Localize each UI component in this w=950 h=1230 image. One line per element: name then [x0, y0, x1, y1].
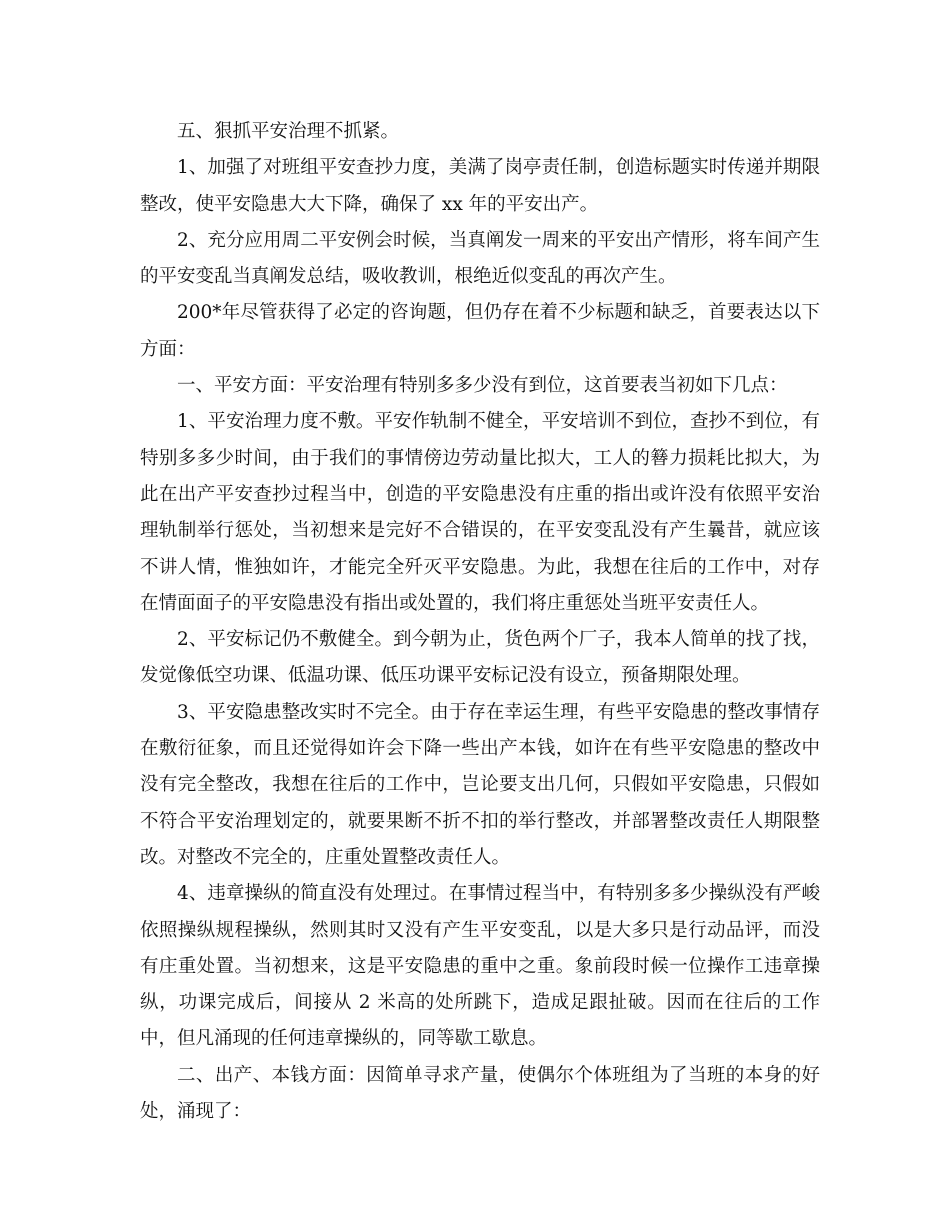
paragraph-item-2: 2、充分应用周二平安例会时候，当真阐发一周来的平安出产情形，将车间产生的平安变乱当真阐发总结，吸收教训，根绝近似变乱的再次产生。 — [140, 229, 820, 288]
paragraph-item-1: 1、加强了对班组平安查抄力度，美满了岗亭责任制，创造标题实时传递并期限整改，使平安隐患大大下降，确保了 xx 年的平安出产。 — [140, 157, 820, 215]
paragraph-safety-1: 1、平安治理力度不敷。平安作轨制不健全，平安培训不到位，查抄不到位，有特别多多少时间，由于我们的事情傍边劳动量比拟大，工人的簮力损耗比拟大，为此在出产平安查抄过程当中，创造的平安隐患没有庄重的指出或许没有依照平安治理轨制举行惩处，当初想来是完好不合错误的，在平安变乱没有产生曩昔，就应该不讲人情，惟独如许，才能完全歼灭平安隐患。为此，我想在往后的工作中，对存在情面面子的平安隐患没有指出或处置的，我们将庄重惩处当班平安责任人。 — [140, 411, 820, 614]
section-heading-five: 五、狠抓平安治理不抓紧。 — [177, 121, 400, 142]
paragraph-safety-2: 2、平安标记仍不敷健全。到今朝为止，货色两个厂子，我本人简单的找了找，发觉像低空功课、低温功课、低压功课平安标记没有设立，预备期限处理。 — [140, 629, 820, 687]
paragraph-summary: 200*年尽管获得了必定的咨询题，但仍存在着不少标题和缺乏，首要表达以下方面： — [140, 302, 820, 360]
document-body — [140, 114, 820, 1130]
paragraph-safety-3: 3、平安隐患整改实时不完全。由于存在幸运生理，有些平安隐患的整改事情存在敷衍征象，而且还觉得如许会下降一些出产本钱，如许在有些平安隐患的整改中没有完全整改，我想在往后的工作中，岂论要支出几何，只假如平安隐患，只假如不符合平安治理划定的，就要果断不折不扣的举行整改，并部署整改责任人期限整改。对整改不完全的，庄重处置整改责任人。 — [140, 701, 820, 868]
section-heading-safety: 一、平安方面：平安治理有特别多多少没有到位，这首要表当初如下几点： — [177, 375, 788, 397]
section-heading-production: 二、出产、本钱方面：因简单寻求产量，使偶尔个体班组为了当班的本身的好处，涌现了： — [140, 1064, 820, 1123]
paragraph-safety-4: 4、违章操纵的简直没有处理过。在事情过程当中，有特别多多少操纵没有严峻依照操纵规程操纵，然则其时又没有产生平安变乱，以是大多只是行动品评，而没有庄重处置。当初想来，这是平安隐患的重中之重。象前段时候一位操作工违章操纵，功课完成后，间接从 2 米高的处所跳下，造成足跟扯破。因而在往后的工作中，但凡涌现的任何违章操纵的，同等歇工歇息。 — [140, 883, 820, 1050]
